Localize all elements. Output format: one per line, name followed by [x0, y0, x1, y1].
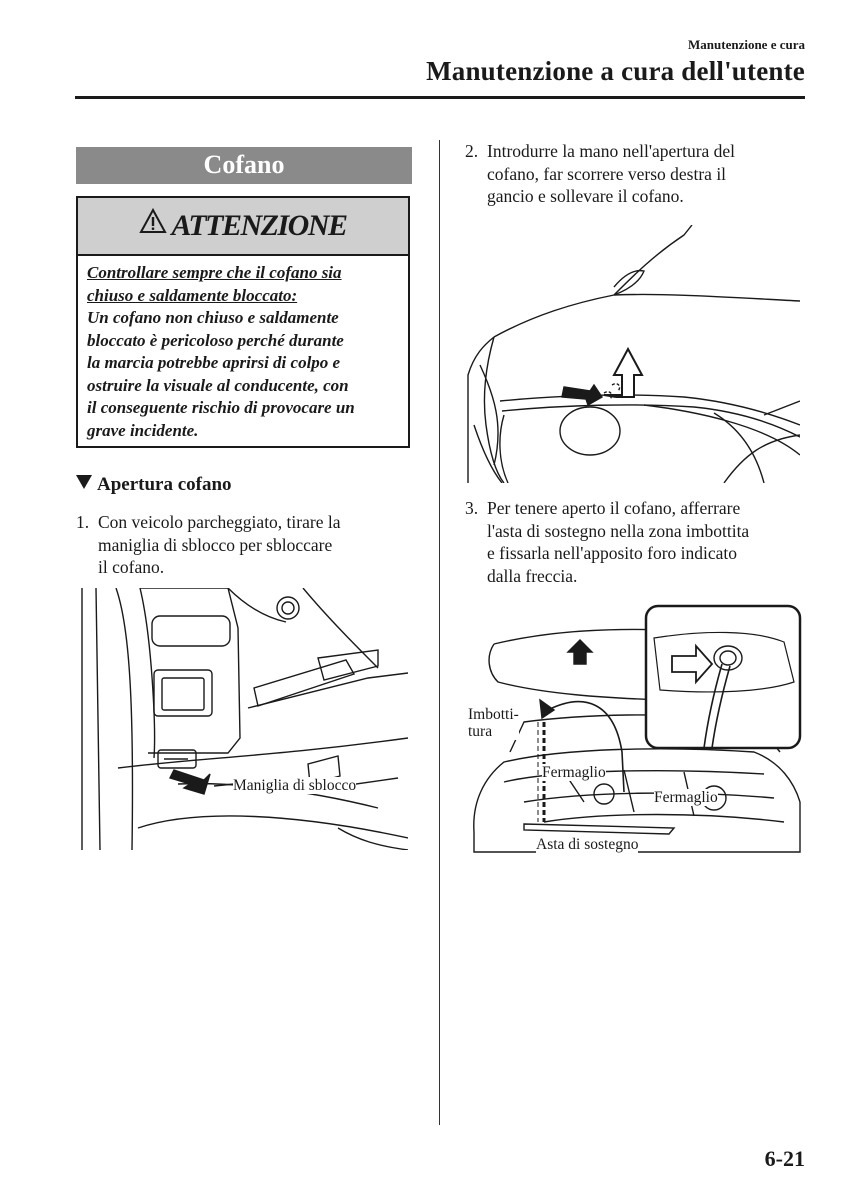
warning-lead-line: Controllare sempre che il cofano sia	[87, 263, 342, 282]
warning-header	[78, 198, 408, 256]
warning-heading: ATTENZIONE	[171, 209, 347, 242]
header-rule	[75, 96, 805, 99]
step-line: Per tenere aperto il cofano, afferrare	[487, 498, 741, 518]
clip-label-2: Fermaglio	[654, 789, 718, 806]
figure-release-handle	[78, 588, 408, 850]
page-number: 6-21	[764, 1146, 805, 1171]
page-title: Manutenzione a cura dell'utente	[426, 56, 805, 86]
step-line: e fissarla nell'apposito foro indicato	[487, 543, 738, 563]
hood-latch-illustration	[464, 225, 800, 483]
chapter-label: Manutenzione e cura	[688, 37, 805, 52]
step-line: il cofano.	[98, 557, 165, 577]
step-line: gancio e sollevare il cofano.	[487, 186, 684, 206]
release-handle-illustration	[78, 588, 408, 850]
clip-label-1: Fermaglio	[542, 764, 606, 781]
warning-lead-line: chiuso e saldamente bloccato:	[87, 285, 298, 305]
subsection-heading	[76, 474, 232, 496]
triangle-down-icon	[76, 475, 92, 489]
warning-text-line: bloccato è pericoloso perché durante	[87, 330, 344, 350]
warning-text-line: la marcia potrebbe aprirsi di colpo e	[87, 353, 341, 372]
support-rod-label: Asta di sostegno	[536, 836, 639, 853]
figure-hood-latch	[464, 225, 800, 483]
step-text	[487, 140, 735, 208]
step-number: 3.	[465, 498, 479, 518]
step-line: Introdurre la mano nell'apertura del	[487, 141, 736, 161]
step-line: maniglia di sblocco per sbloccare	[98, 534, 333, 555]
warning-text-line: ostruire la visuale al conducente, con	[87, 375, 349, 395]
warning-triangle-icon	[139, 208, 167, 239]
step-line: l'asta di sostegno nella zona imbottita	[487, 520, 750, 541]
warning-text-line: grave incidente.	[87, 420, 199, 440]
step-text	[98, 511, 340, 579]
step-line: Con veicolo parcheggiato, tirare la	[98, 512, 341, 532]
warning-text-line: il conseguente rischio di provocare un	[87, 398, 355, 417]
subsection-title: Apertura cofano	[97, 474, 232, 495]
figure-support-rod	[464, 602, 804, 860]
step-number: 1.	[76, 512, 90, 532]
warning-box	[76, 196, 410, 448]
section-title: Cofano	[76, 147, 412, 184]
step-line: dalla freccia.	[487, 565, 578, 586]
padding-label	[468, 706, 519, 740]
warning-text-line: Un cofano non chiuso e saldamente	[87, 308, 339, 327]
warning-body	[87, 262, 405, 442]
padding-label-line: Imbotti-	[468, 706, 519, 723]
padding-label-line: tura	[468, 723, 493, 740]
step-number: 2.	[465, 141, 479, 161]
step-line: cofano, far scorrere verso destra il	[487, 163, 727, 184]
column-divider	[439, 140, 440, 1125]
step-text	[487, 497, 749, 587]
release-handle-label: Maniglia di sblocco	[233, 777, 357, 794]
